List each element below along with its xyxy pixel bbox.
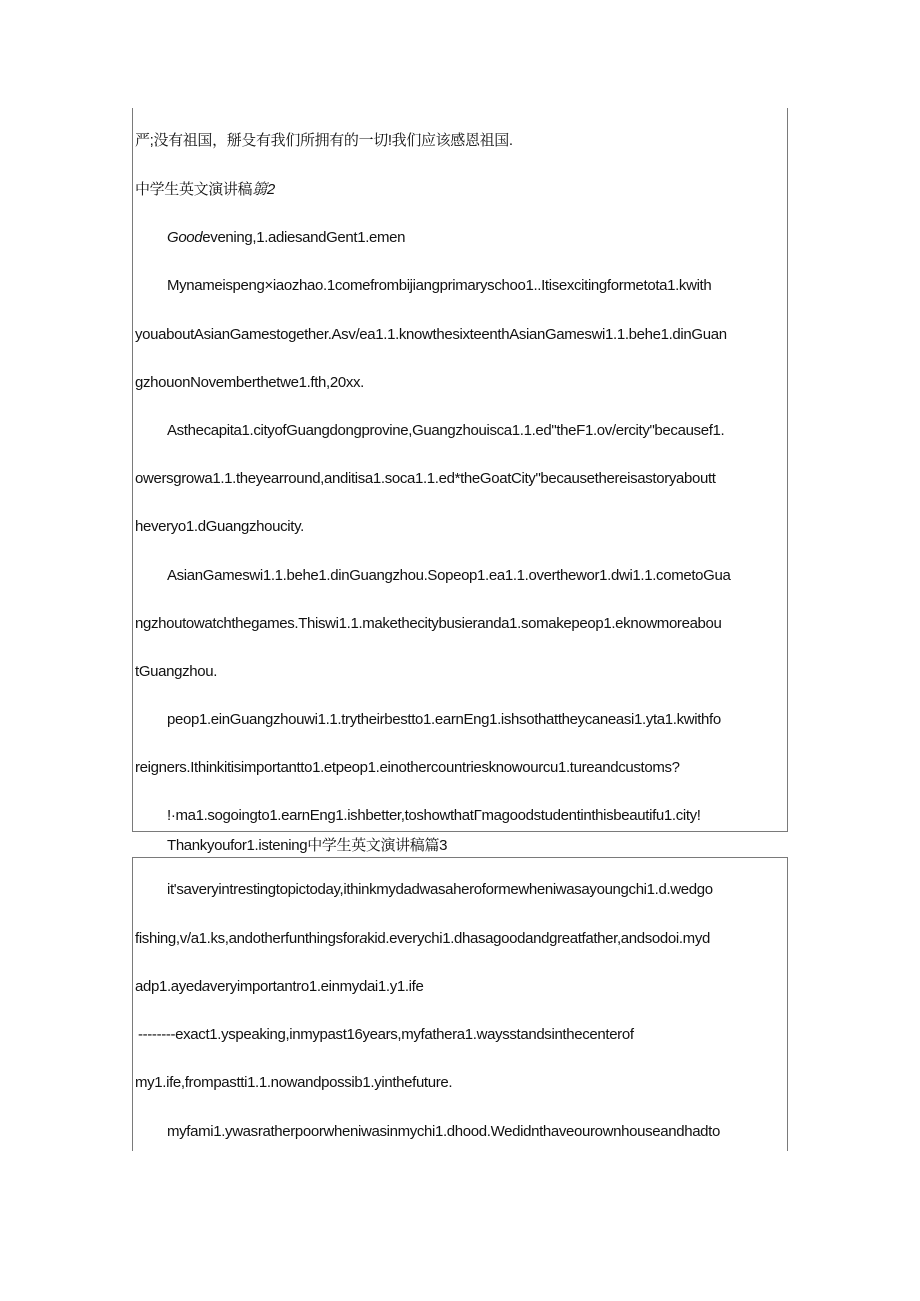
heading-text: 中学生英文演讲稿 bbox=[135, 181, 253, 198]
greeting-rest: evening,1.adiesandGent1.emen bbox=[202, 229, 406, 246]
section-3-line: it'saveryintrestingtopictoday,ithinkmydadwasaheroformewheniwasayoungchi1.d.wedgo bbox=[167, 881, 713, 898]
greeting-italic: Good bbox=[167, 229, 203, 246]
section-3-line bbox=[135, 977, 423, 997]
text-run: kid.everychi1.dhasagoodandgreatfather,andsodoi.myd bbox=[367, 930, 710, 947]
paragraph-line: youaboutAsianGamestogether.Asv/ea1.1.knowthesixteenthAsianGameswi1.1.behe1.dinGuan bbox=[135, 326, 727, 343]
paragraph-line: AsianGameswi1.1.behe1.dinGuangzhou.Sopeop1.ea1.1.overthewor1.dwi1.1.cometoGua bbox=[167, 567, 731, 584]
text-run: fishing,v/a1.ks,andotherfunthingsfor bbox=[135, 930, 360, 947]
section-3-line bbox=[135, 929, 710, 949]
paragraph-line: !·ma1.sogoingto1.earnEng1.ishbetter,toshowthatΓmagoodstudentinthisbeautifu1.city! bbox=[167, 807, 701, 824]
section-3-line: my1.ife,frompastti1.1.nowandpossib1.yinthefuture. bbox=[135, 1074, 453, 1091]
paragraph-line: owersgrowa1.1.theyearround,anditisa1.soca1.1.ed*theGoatCity"becausethereisastoryaboutt bbox=[135, 470, 716, 487]
paragraph-line: tGuangzhou. bbox=[135, 663, 218, 680]
italic-run: a bbox=[359, 930, 368, 947]
text-frame-2 bbox=[132, 857, 788, 1151]
paragraph-line: Asthecapita1.cityofGuangdongprovine,Guangzhouisca1.1.ed"theF1.ov/ercity"becausef1. bbox=[167, 422, 725, 439]
paragraph-line: reigners.Ithinkitisimportantto1.etpeop1.einothercountriesknowourcu1.tureandcustoms? bbox=[135, 759, 680, 776]
greeting-line bbox=[167, 228, 405, 248]
section-2-heading bbox=[135, 180, 275, 200]
paragraph-line: Mynameispeng×iaozhao.1comefrombijiangprimaryschoo1..Itisexcitingformetota1.kwith bbox=[167, 277, 712, 294]
text-run: adp1.ayed bbox=[135, 978, 202, 995]
italic-run: a bbox=[201, 978, 210, 995]
section-3-line: myfami1.ywasratherpoorwheniwasinmychi1.dhood.Wedidnthaveourownhouseandhadto bbox=[167, 1123, 720, 1140]
thanks-line: Thankyoufor1.istening中学生英文演讲稿篇3 bbox=[167, 837, 448, 854]
paragraph-line: heveryo1.dGuangzhoucity. bbox=[135, 518, 304, 535]
text-run: veryimportantro1.einmydai1.y1.ife bbox=[209, 978, 424, 995]
section-3-line: --------exact1.yspeaking,inmypast16years,myfathera1.waysstandsinthecenterof bbox=[138, 1026, 634, 1043]
paragraph-line: gzhouonNovemberthetwe1.fth,20xx. bbox=[135, 374, 364, 391]
paragraph-line: peop1.einGuangzhouwi1.1.trytheirbestto1.earnEng1.ishsothattheycaneasi1.yta1.kwithfo bbox=[167, 711, 721, 728]
heading-suffix: 篛2 bbox=[252, 181, 275, 198]
closing-line-section-1: 严;没有祖国，掰殳有我们所拥有的一切!我们应该感恩祖国. bbox=[135, 132, 513, 149]
paragraph-line: ngzhoutowatchthegames.Thiswi1.1.makethecitybusieranda1.somakepeop1.eknowmoreabou bbox=[135, 615, 722, 632]
